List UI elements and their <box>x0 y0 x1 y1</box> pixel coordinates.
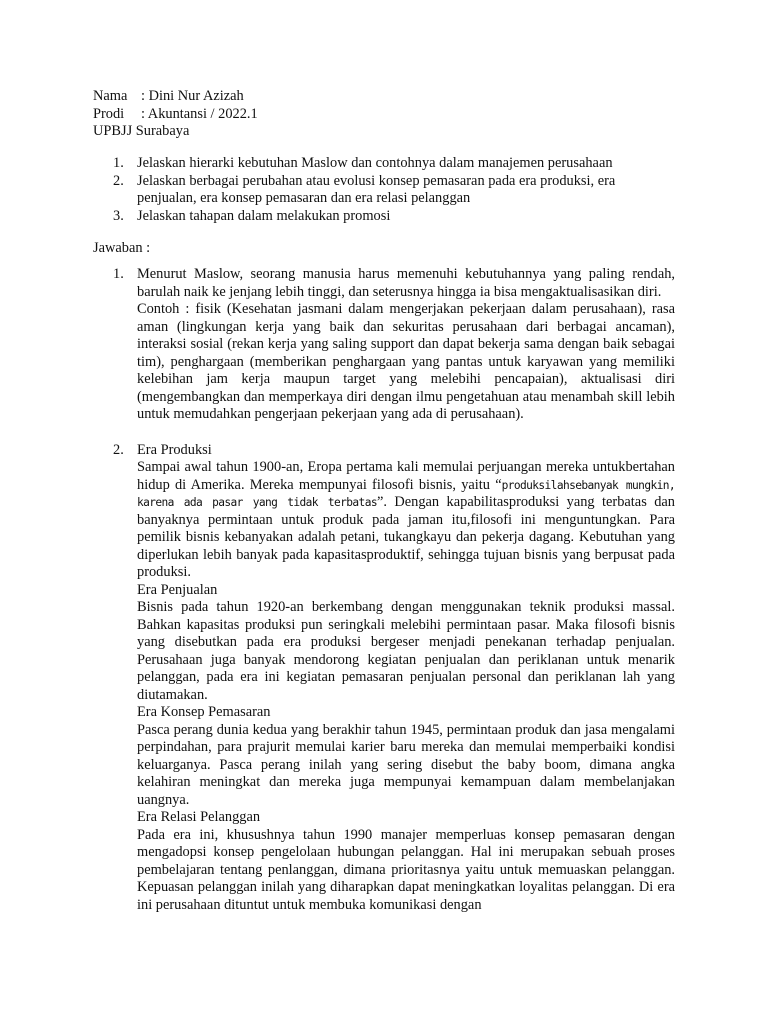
answer-paragraph <box>137 459 675 582</box>
answers-heading: Jawaban : <box>93 240 151 256</box>
question-item <box>93 173 678 208</box>
answer-paragraph: Pasca perang dunia kedua yang berakhir tahun 1945, permintaan produk dan jasa mengalami perpindahan, para prajurit memulai karier baru mereka dan memulai memperbaiki kondisi keluarganya. Pasca perang inilah yang sering disebut the baby boom, dimana angka kelahiran meningkat dan mereka juga mempunyai kemampuan dalam membelanjakan uangnya. <box>137 721 675 808</box>
answer-number: 2. <box>113 441 124 458</box>
answer-item <box>93 442 675 915</box>
answer-paragraph: Bisnis pada tahun 1920-an berkembang dengan menggunakan teknik produksi massal. Bahkan kapasitas produksi pun seringkali melebihi permintaan pasar. Maka filosofi bisnis yang disebutkan pada era produksi bergeser menjadi penekanan terhadap penjualan. Perusahaan juga banyak mendorong kegiatan penjualan dan periklanan untuk menarik pelanggan, pada era ini kegiatan pemasaran penjualan personal dan periklanan lah yang diutamakan. <box>137 599 675 703</box>
question-text: Jelaskan berbagai perubahan atau evolusi konsep pemasaran pada era produksi, era <box>137 172 616 189</box>
name-value: : Dini Nur Azizah <box>141 88 244 104</box>
name-row <box>93 88 258 106</box>
question-text: penjualan, era konsep pemasaran dan era relasi pelanggan <box>137 190 471 206</box>
prodi-label: Prodi <box>93 105 125 122</box>
quoted-philosophy: produksilahsebanyak mungkin, karena ada pasar yang tidak terbatas <box>137 478 675 509</box>
question-number: 1. <box>113 155 124 171</box>
question-item <box>93 155 678 173</box>
text-run: ”. Dengan kapabilitasproduksi yang terbatas dan banyaknya permintaan untuk produk pada jaman itu,filosofi ini menguntungkan. Para pemilik bisnis kebanyakan adalah petani, tukangkayu dan pekerja dagang. Kebutuhan yang diperlukan lebih banyak pada kapasitasproduktif, sehingga tujuan bisnis yang berpusat pada produksi. <box>137 494 675 580</box>
section-title-produksi: Era Produksi <box>137 441 212 458</box>
question-number: 3. <box>113 207 124 224</box>
answer-list <box>93 266 675 914</box>
section-title-relasi: Era Relasi Pelanggan <box>137 809 261 825</box>
answer-item <box>93 266 675 424</box>
prodi-value: : Akuntansi / 2022.1 <box>141 105 258 122</box>
question-text: Jelaskan tahapan dalam melakukan promosi <box>137 207 391 224</box>
section-title-konsep: Era Konsep Pemasaran <box>137 704 271 720</box>
spacer <box>93 424 675 442</box>
text-run: Sampai awal tahun 1900-an, Eropa pertama kali memulai perjuangan mereka untukbertahan hidup di Amerika. Mereka mempunyai filosofi bisnis, yaitu “ <box>137 459 675 493</box>
question-number: 2. <box>113 172 124 189</box>
answer-paragraph: Menurut Maslow, seorang manusia harus memenuhi kebutuhannya yang paling rendah, barulah naik ke jenjang lebih tinggi, dan seterusnya hingga ia bisa mengaktualisasikan diri. <box>137 266 675 300</box>
prodi-row <box>93 106 258 124</box>
answer-paragraph: Contoh : fisik (Kesehatan jasmani dalam mengerjakan pekerjaan dalam perusahaan), rasa aman (lingkungan kerja yang baik dan sekuritas perusahaan dari berbagai ancaman), interaksi sosial (rekan kerja yang saling support dan dapat bekerja sama dengan baik sebagai tim), penghargaan (memberikan penghargaan yang pantas untuk karyawan yang memiliki kelebihan jam kerja maupun target yang melebihi pencapaian), aktualisasi diri (mengembangkan dan memperkaya diri dengan ilmu pengetahuan atau menambah skill lebih untuk memudahkan pengerjaan pekerjaan yang ada di perusahaan). <box>137 301 675 422</box>
question-text: Jelaskan hierarki kebutuhan Maslow dan contohnya dalam manajemen perusahaan <box>137 155 613 171</box>
answer-number: 1. <box>113 266 124 282</box>
question-item <box>93 208 678 226</box>
upbjj-row: UPBJJ Surabaya <box>93 123 190 139</box>
question-list <box>93 155 678 225</box>
student-header <box>93 88 258 141</box>
section-title-penjualan: Era Penjualan <box>137 581 218 598</box>
answer-paragraph: Pada era ini, khusushnya tahun 1990 manajer memperluas konsep pemasaran dengan mengadopsi konsep pengelolaan hubungan pelanggan. Hal ini merupakan sebuah proses pembelajaran tentang penlanggan, dimana prioritasnya yaitu untuk memuaskan pelanggan. Kepuasan pelanggan inilah yang diharapkan dapat meningkatkan loyalitas pelanggan. Di era ini perusahaan dituntut untuk membuka komunikasi dengan <box>137 826 675 913</box>
name-label: Nama <box>93 88 128 104</box>
